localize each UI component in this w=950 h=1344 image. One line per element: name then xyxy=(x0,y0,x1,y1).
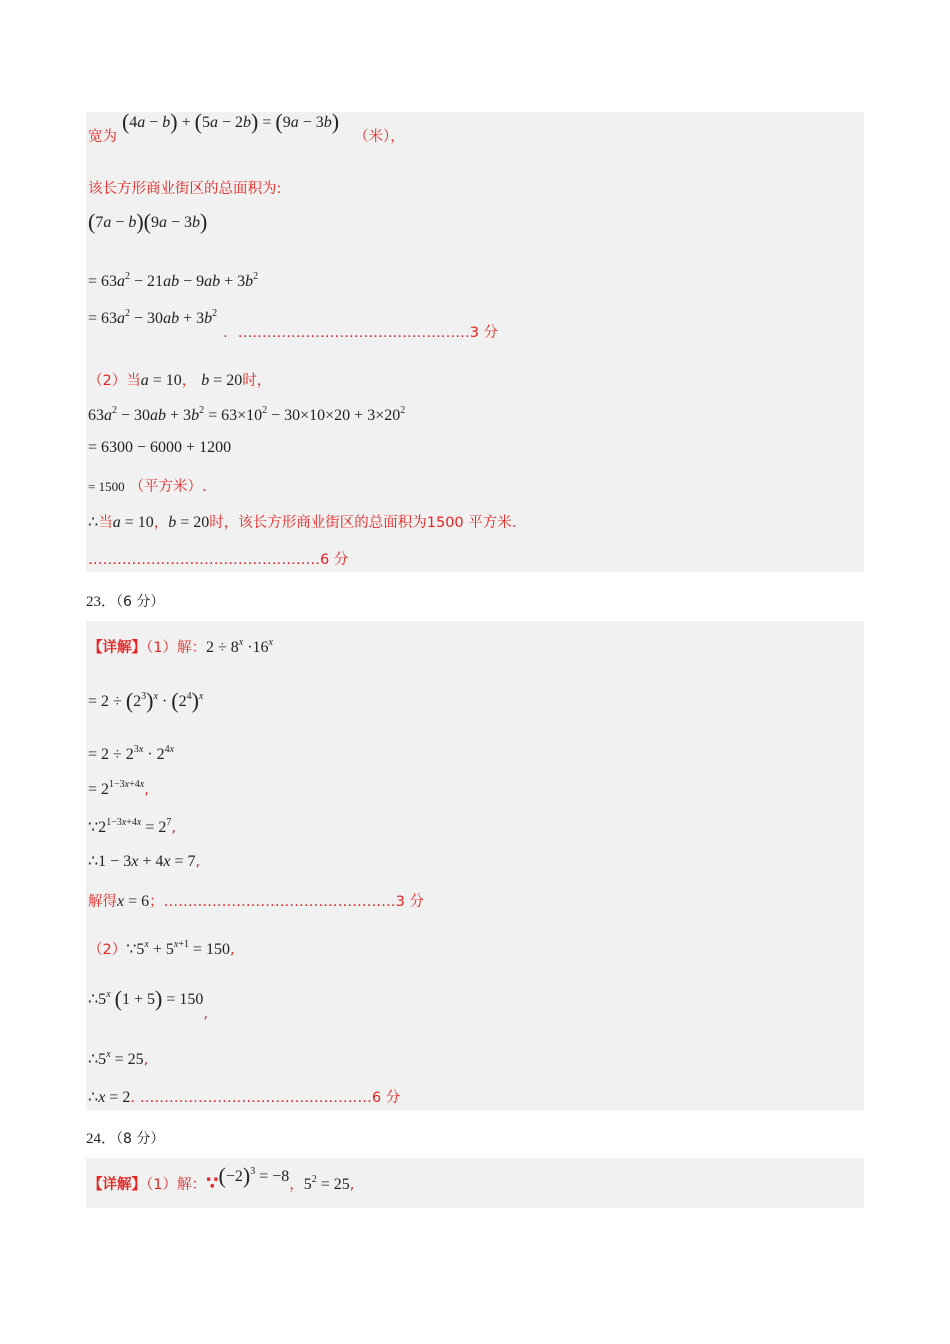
expansion-step1: = $63a^2 - 21ab - 9ab + 3b^2$ xyxy=(88,271,259,290)
q23-step3: = $2^{1-3x+4x}$, xyxy=(88,779,149,798)
score-mark-3: …………………………………………3 分 xyxy=(237,325,499,341)
q23-solve-line: 解得x = 6；…………………………………………3 分 xyxy=(88,893,424,910)
substitution: $63a^2 - 30ab + 3b^2 = 63\times 10^2 - 30\times 10\times 20 + 3\times 20^2$ xyxy=(88,405,406,424)
q23-step1: = $2 \div (2^3)^x \cdot (2^4)^x$ xyxy=(88,688,204,713)
solution-block-22 xyxy=(86,109,864,572)
arith-step: = 6300 − 6000 + 1200 xyxy=(88,439,232,456)
conclusion-line: ∴当a = 10，b = 20时，该长方形商业街区的总面积为1500 平方米. xyxy=(88,514,517,531)
result-line: = 1500 （平方米）. xyxy=(88,479,207,495)
q23-step6: ∴5$^x$ (1 + 5) = 150, xyxy=(88,986,208,1022)
part2-condition: （2）当a = 10， b = 20时， xyxy=(88,372,272,389)
q23-step4: $\because 2^{1-3x+4x} = 2^7$, xyxy=(88,817,177,836)
q24-part1-line: 【详解】（1）解：$\because(-2)^3 = -8$，$5^2 = 25$, xyxy=(88,1163,355,1194)
q23-score-mark-6: …………………………………………6 分 xyxy=(139,1090,401,1106)
question-23-heading: 23．（6 分） xyxy=(86,594,165,610)
q23-score-mark-3: …………………………………………3 分 xyxy=(163,894,424,910)
q23-final-line: ∴x = 2. …………………………………………6 分 xyxy=(88,1089,401,1106)
q23-step7: $\therefore 5^x = 25$, xyxy=(88,1049,149,1068)
solution-block-24 xyxy=(86,1158,864,1208)
q23-step2: = $2 \div 2^{3x} \cdot 2^{4x}$ xyxy=(88,744,175,763)
area-text: 该长方形商业街区的总面积为: xyxy=(88,181,282,197)
solution-block-23 xyxy=(86,621,864,1110)
expansion-step2: = $63a^2 - 30ab + 3b^2$. …………………………………………3 分 xyxy=(88,308,499,341)
score-mark-6: …………………………………………6 分 xyxy=(88,552,349,568)
width-expression: (4a − b) + (5a − 2b) = (9a − 3b) xyxy=(121,109,340,134)
area-product: (7a − b)(9a − 3b) xyxy=(88,209,208,234)
question-24-heading: 24．（8 分） xyxy=(86,1131,165,1147)
q23-part1-line: 【详解】（1）解：$2 \div 8^x \cdot 16^x$ xyxy=(88,637,273,656)
q23-step5: ∴1 − 3x + 4x = 7, xyxy=(88,853,201,870)
width-line: 宽为 (4a − b) + (5a − 2b) = (9a − 3b) （米）， xyxy=(88,109,405,145)
q23-part2-line: $(2)\because 5^x + 5^{x+1} = 150$, xyxy=(88,939,235,958)
